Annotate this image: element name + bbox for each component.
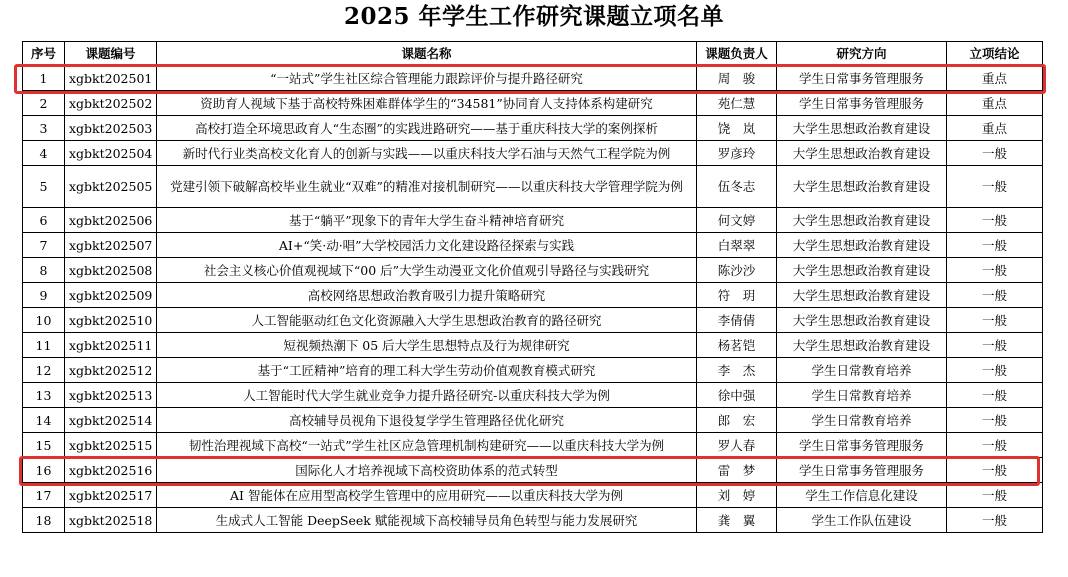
table-row [23, 483, 1043, 508]
cell-name: 党建引领下破解高校毕业生就业“双难”的精准对接机制研究——以重庆科技大学管理学院为例 [157, 166, 697, 208]
document-title: 2025 年学生工作研究课题立项名单 [343, 3, 725, 30]
table-row [23, 308, 1043, 333]
cell-code: xgbkt202518 [65, 508, 157, 533]
table-row [23, 233, 1043, 258]
cell-direction: 大学生思想政治教育建设 [777, 283, 947, 308]
cell-leader: 杨茗铠 [697, 333, 777, 358]
cell-direction: 大学生思想政治教育建设 [777, 166, 947, 208]
cell-code: xgbkt202504 [65, 141, 157, 166]
cell-code: xgbkt202510 [65, 308, 157, 333]
cell-leader: 何文婷 [697, 208, 777, 233]
cell-name: 韧性治理视域下高校“一站式”学生社区应急管理机制构建研究——以重庆科技大学为例 [157, 433, 697, 458]
cell-code: xgbkt202517 [65, 483, 157, 508]
cell-code: xgbkt202507 [65, 233, 157, 258]
cell-result: 一般 [947, 333, 1043, 358]
cell-result: 重点 [947, 116, 1043, 141]
cell-code: xgbkt202503 [65, 116, 157, 141]
cell-no: 15 [23, 433, 65, 458]
cell-no: 11 [23, 333, 65, 358]
cell-name: 短视频热潮下 05 后大学生思想特点及行为规律研究 [157, 333, 697, 358]
cell-name: 资助育人视域下基于高校特殊困难群体学生的“34581”协同育人支持体系构建研究 [157, 91, 697, 116]
cell-direction: 学生日常教育培养 [777, 358, 947, 383]
cell-name: AI+“笑·动·唱”大学校园活力文化建设路径探索与实践 [157, 233, 697, 258]
cell-no: 13 [23, 383, 65, 408]
cell-leader: 刘 婷 [697, 483, 777, 508]
cell-no: 4 [23, 141, 65, 166]
cell-result: 一般 [947, 283, 1043, 308]
cell-code: xgbkt202505 [65, 166, 157, 208]
cell-leader: 苑仁慧 [697, 91, 777, 116]
cell-result: 一般 [947, 458, 1043, 483]
cell-leader: 罗人春 [697, 433, 777, 458]
cell-leader: 李倩倩 [697, 308, 777, 333]
cell-name: “一站式”学生社区综合管理能力跟踪评价与提升路径研究 [157, 66, 697, 91]
header-result: 立项结论 [947, 42, 1043, 66]
cell-name: 生成式人工智能 DeepSeek 赋能视域下高校辅导员角色转型与能力发展研究 [157, 508, 697, 533]
cell-direction: 学生日常事务管理服务 [777, 66, 947, 91]
cell-leader: 李 杰 [697, 358, 777, 383]
cell-code: xgbkt202506 [65, 208, 157, 233]
cell-result: 一般 [947, 166, 1043, 208]
cell-no: 5 [23, 166, 65, 208]
cell-leader: 周 骏 [697, 66, 777, 91]
table-row [23, 458, 1043, 483]
cell-direction: 大学生思想政治教育建设 [777, 308, 947, 333]
cell-direction: 学生日常事务管理服务 [777, 458, 947, 483]
cell-direction: 学生工作信息化建设 [777, 483, 947, 508]
cell-direction: 大学生思想政治教育建设 [777, 116, 947, 141]
cell-code: xgbkt202513 [65, 383, 157, 408]
table-row [23, 116, 1043, 141]
cell-direction: 大学生思想政治教育建设 [777, 333, 947, 358]
table-header-row [23, 42, 1043, 66]
cell-code: xgbkt202512 [65, 358, 157, 383]
cell-leader: 罗彦玲 [697, 141, 777, 166]
cell-result: 一般 [947, 308, 1043, 333]
cell-result: 一般 [947, 141, 1043, 166]
cell-direction: 学生日常事务管理服务 [777, 433, 947, 458]
cell-code: xgbkt202502 [65, 91, 157, 116]
cell-name: 高校网络思想政治教育吸引力提升策略研究 [157, 283, 697, 308]
header-direction: 研究方向 [777, 42, 947, 66]
cell-leader: 饶 岚 [697, 116, 777, 141]
cell-code: xgbkt202501 [65, 66, 157, 91]
project-list-table [22, 41, 1043, 533]
cell-result: 一般 [947, 258, 1043, 283]
cell-name: 高校打造全环境思政育人“生态圈”的实践进路研究——基于重庆科技大学的案例探析 [157, 116, 697, 141]
cell-code: xgbkt202509 [65, 283, 157, 308]
cell-code: xgbkt202516 [65, 458, 157, 483]
cell-code: xgbkt202515 [65, 433, 157, 458]
cell-code: xgbkt202508 [65, 258, 157, 283]
cell-result: 一般 [947, 208, 1043, 233]
cell-code: xgbkt202514 [65, 408, 157, 433]
cell-name: AI 智能体在应用型高校学生管理中的应用研究——以重庆科技大学为例 [157, 483, 697, 508]
cell-no: 12 [23, 358, 65, 383]
table-row [23, 383, 1043, 408]
cell-no: 2 [23, 91, 65, 116]
header-name: 课题名称 [157, 42, 697, 66]
cell-direction: 大学生思想政治教育建设 [777, 233, 947, 258]
cell-name: 人工智能驱动红色文化资源融入大学生思想政治教育的路径研究 [157, 308, 697, 333]
cell-leader: 徐中强 [697, 383, 777, 408]
cell-no: 3 [23, 116, 65, 141]
table-row [23, 508, 1043, 533]
cell-no: 7 [23, 233, 65, 258]
table-row [23, 208, 1043, 233]
cell-result: 重点 [947, 66, 1043, 91]
cell-no: 6 [23, 208, 65, 233]
table-row [23, 283, 1043, 308]
table-row [23, 66, 1043, 91]
cell-leader: 雷 梦 [697, 458, 777, 483]
table-row [23, 258, 1043, 283]
cell-direction: 大学生思想政治教育建设 [777, 141, 947, 166]
table-row [23, 91, 1043, 116]
cell-leader: 符 玥 [697, 283, 777, 308]
cell-leader: 郎 宏 [697, 408, 777, 433]
cell-name: 人工智能时代大学生就业竞争力提升路径研究-以重庆科技大学为例 [157, 383, 697, 408]
cell-name: 基于“工匠精神”培育的理工科大学生劳动价值观教育模式研究 [157, 358, 697, 383]
cell-result: 一般 [947, 383, 1043, 408]
cell-direction: 学生日常教育培养 [777, 383, 947, 408]
cell-name: 国际化人才培养视域下高校资助体系的范式转型 [157, 458, 697, 483]
cell-result: 一般 [947, 233, 1043, 258]
cell-name: 新时代行业类高校文化育人的创新与实践——以重庆科技大学石油与天然气工程学院为例 [157, 141, 697, 166]
table-row [23, 166, 1043, 208]
cell-direction: 大学生思想政治教育建设 [777, 208, 947, 233]
cell-no: 9 [23, 283, 65, 308]
cell-no: 18 [23, 508, 65, 533]
cell-no: 14 [23, 408, 65, 433]
cell-leader: 陈沙沙 [697, 258, 777, 283]
table-row [23, 141, 1043, 166]
cell-leader: 白翠翠 [697, 233, 777, 258]
table-row [23, 358, 1043, 383]
header-code: 课题编号 [65, 42, 157, 66]
table-row [23, 408, 1043, 433]
cell-no: 1 [23, 66, 65, 91]
cell-name: 高校辅导员视角下退役复学学生管理路径优化研究 [157, 408, 697, 433]
header-leader: 课题负责人 [697, 42, 777, 66]
cell-leader: 伍冬志 [697, 166, 777, 208]
cell-no: 16 [23, 458, 65, 483]
cell-leader: 龚 翼 [697, 508, 777, 533]
cell-result: 重点 [947, 91, 1043, 116]
cell-direction: 学生日常事务管理服务 [777, 91, 947, 116]
cell-code: xgbkt202511 [65, 333, 157, 358]
cell-result: 一般 [947, 508, 1043, 533]
cell-result: 一般 [947, 433, 1043, 458]
cell-name: 基于“躺平”现象下的青年大学生奋斗精神培育研究 [157, 208, 697, 233]
cell-result: 一般 [947, 483, 1043, 508]
table-row [23, 333, 1043, 358]
cell-direction: 学生工作队伍建设 [777, 508, 947, 533]
cell-direction: 大学生思想政治教育建设 [777, 258, 947, 283]
cell-no: 17 [23, 483, 65, 508]
table-row [23, 433, 1043, 458]
cell-result: 一般 [947, 408, 1043, 433]
cell-result: 一般 [947, 358, 1043, 383]
cell-direction: 学生日常教育培养 [777, 408, 947, 433]
header-no: 序号 [23, 42, 65, 66]
cell-name: 社会主义核心价值观视域下“00 后”大学生动漫亚文化价值观引导路径与实践研究 [157, 258, 697, 283]
cell-no: 10 [23, 308, 65, 333]
cell-no: 8 [23, 258, 65, 283]
